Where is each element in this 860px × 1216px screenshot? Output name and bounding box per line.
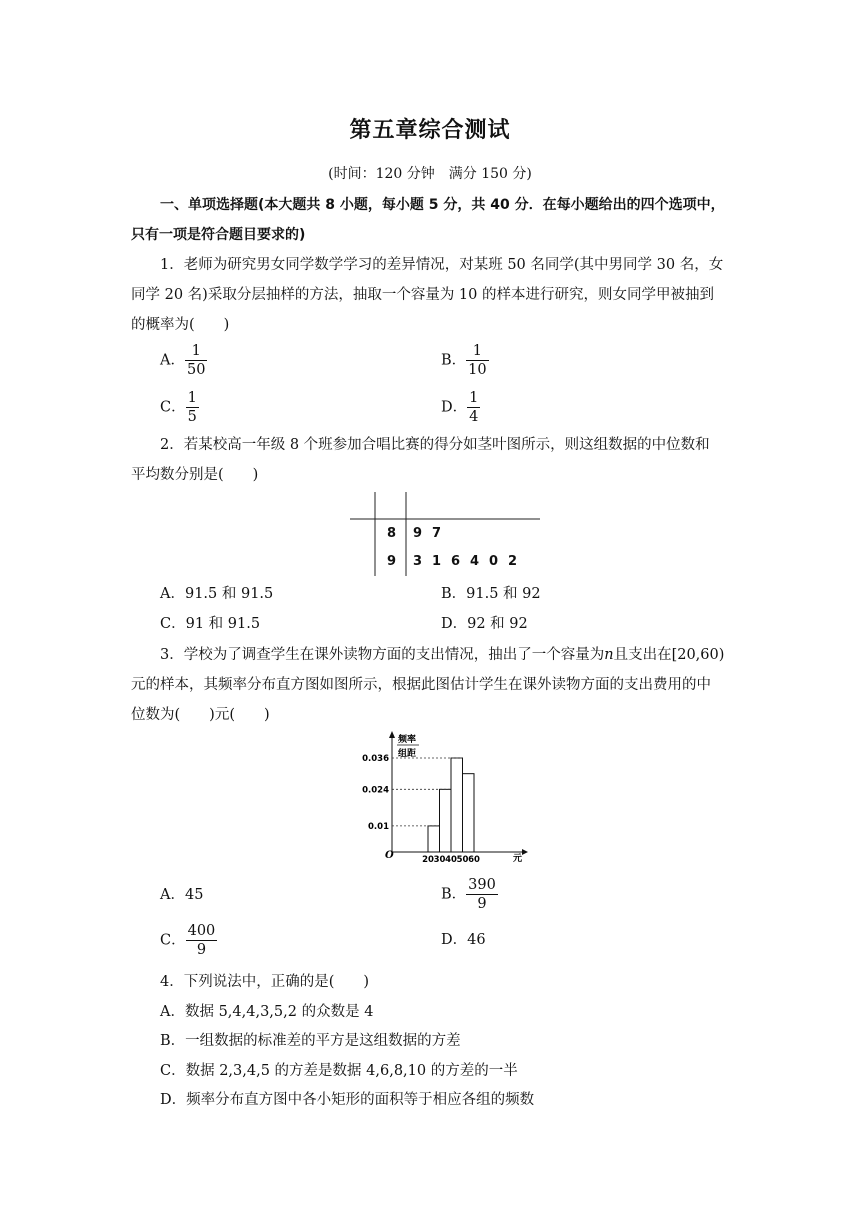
q2-option-b[interactable]: B．91.5 和 92: [441, 586, 541, 602]
q1-option-b[interactable]: [441, 342, 489, 379]
q3-text-line1: [160, 645, 724, 665]
q2-option-d[interactable]: D．92 和 92: [441, 616, 528, 632]
leaf: 9: [413, 526, 423, 541]
q4-stem: 4．下列说法中，正确的是( ): [160, 974, 370, 990]
stem-8: 8: [387, 526, 397, 541]
x-tick-label: 60: [468, 855, 480, 865]
q2-option-c[interactable]: C．91 和 91.5: [160, 616, 261, 632]
q3-text-a: 3．学校为了调查学生在课外读物方面的支出情况，抽出了一个容量为: [160, 647, 605, 663]
stem-9: 9: [387, 554, 397, 569]
fraction: [186, 922, 218, 959]
fraction: [466, 876, 498, 913]
leaf: 6: [451, 554, 461, 569]
denominator: 9: [196, 942, 207, 958]
y-label-top: 频率: [398, 735, 417, 745]
denominator: 50: [186, 362, 206, 378]
x-tick-label: 50: [456, 855, 469, 865]
option-label: B．: [441, 352, 467, 369]
x-axis-label: 元: [513, 854, 523, 864]
option-label: C．: [160, 932, 186, 949]
y-label-bottom: 组距: [398, 749, 417, 759]
fraction: [466, 342, 488, 379]
option-label: C．: [160, 399, 186, 416]
q1-option-c[interactable]: [160, 389, 199, 426]
numerator: 1: [185, 342, 207, 361]
q3-text-b: 且支出在[20,60): [613, 647, 725, 663]
numerator: 1: [469, 390, 479, 406]
q1-option-a[interactable]: [160, 342, 207, 379]
leaf: 0: [489, 554, 499, 569]
q3-option-a[interactable]: A．45: [160, 887, 204, 903]
q3-text-line2: 元的样本，其频率分布直方图如图所示，根据此图估计学生在课外读物方面的支出费用的中: [131, 677, 711, 693]
fraction: [186, 389, 199, 426]
q1-text-line3: 的概率为( ): [131, 317, 230, 333]
option-label: D．: [441, 399, 468, 416]
denominator: 4: [469, 409, 479, 425]
q3-option-c[interactable]: [160, 922, 217, 959]
option-label: A．: [160, 352, 185, 369]
histogram-bar: [451, 758, 463, 852]
numerator: 390: [468, 877, 496, 893]
q3-text-line3: 位数为( )元( ): [131, 707, 270, 723]
q4-option-c[interactable]: C．数据 2,3,4,5 的方差是数据 4,6,8,10 的方差的一半: [160, 1063, 518, 1079]
leaf: 4: [470, 554, 480, 569]
exam-info: (时间：120 分钟 满分 150 分): [328, 166, 532, 182]
q4-option-a[interactable]: A．数据 5,4,4,3,5,2 的众数是 4: [160, 1004, 374, 1020]
x-tick-label: 30: [433, 855, 446, 865]
y-tick-label: 0.01: [368, 821, 389, 832]
denominator: 5: [187, 409, 197, 425]
histogram-bar: [440, 789, 452, 852]
leaf: 3: [413, 554, 423, 569]
q4-option-d[interactable]: D．频率分布直方图中各小矩形的面积等于相应各组的频数: [160, 1092, 535, 1108]
y-tick-label: 0.036: [362, 754, 389, 765]
x-axis-arrow: [522, 849, 528, 855]
section-heading: 一、单项选择题(本大题共 8 小题，每小题 5 分，共 40 分．在每小题给出的四个选项中，: [160, 197, 725, 213]
numerator: 1: [466, 342, 488, 361]
q3-option-b[interactable]: [441, 876, 498, 913]
variable-n: n: [604, 647, 614, 663]
denominator: 10: [468, 362, 487, 378]
stem-leaf-plot: [345, 492, 545, 576]
x-tick-label: 20: [422, 855, 434, 865]
q2-text-line1: 2．若某校高一年级 8 个班参加合唱比赛的得分如茎叶图所示，则这组数据的中位数和: [160, 437, 710, 453]
numerator: 1: [187, 390, 197, 406]
section-heading-cont: 只有一项是符合题目要求的): [131, 227, 306, 243]
q2-text-line2: 平均数分别是( ): [131, 467, 259, 483]
fraction: [185, 342, 207, 379]
y-axis-arrow: [389, 731, 395, 738]
q1-text-line1: 1．老师为研究男女同学数学学习的差异情况，对某班 50 名同学(其中男同学 30 名，女: [160, 257, 724, 273]
option-label: B．: [441, 886, 467, 903]
q4-option-b[interactable]: B．一组数据的标准差的平方是这组数据的方差: [160, 1033, 461, 1049]
page-title: 第五章综合测试: [349, 118, 511, 143]
denominator: 9: [477, 896, 487, 912]
numerator: 400: [187, 923, 216, 939]
fraction: [467, 389, 480, 426]
x-tick-label: 40: [445, 855, 457, 865]
q1-option-d[interactable]: [441, 389, 480, 426]
leaf: 7: [432, 526, 442, 541]
leaf: 2: [508, 554, 518, 569]
histogram-bar: [428, 826, 440, 852]
q1-text-line2: 同学 20 名)采取分层抽样的方法，抽取一个容量为 10 的样本进行研究，则女同学甲被抽到: [131, 287, 714, 303]
y-tick-label: 0.024: [362, 785, 389, 796]
q2-option-a[interactable]: A．91.5 和 91.5: [160, 586, 274, 602]
leaf: 1: [432, 554, 442, 569]
q3-option-d[interactable]: D．46: [441, 932, 486, 948]
histogram-bar: [463, 774, 475, 852]
origin-label: O: [385, 850, 394, 861]
frequency-histogram: [360, 728, 530, 868]
